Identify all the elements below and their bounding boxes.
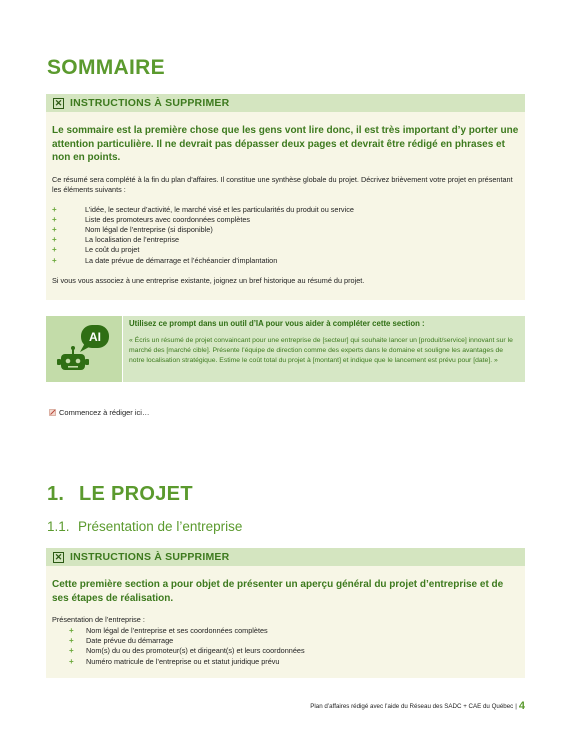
plus-bullet-icon: + bbox=[52, 224, 57, 234]
plus-bullet-icon: + bbox=[52, 204, 57, 214]
projet-lead-text: Cette première section a pour objet de présenter un aperçu général du projet d’entreprise et de ses étapes de réalisation. bbox=[52, 579, 504, 604]
projet-instructions-panel bbox=[46, 566, 525, 678]
sommaire-bullet-list bbox=[52, 205, 519, 266]
projet-heading-number: 1. bbox=[47, 483, 65, 505]
projet-intro-text: Présentation de l’entreprise : bbox=[52, 615, 145, 624]
plus-bullet-icon: + bbox=[69, 626, 74, 635]
list-item: + Date prévue du démarrage bbox=[69, 636, 174, 646]
list-item: + Nom légal de l’entreprise et ses coordonnées complètes bbox=[69, 626, 268, 635]
list-item: + Nom(s) du ou des promoteur(s) et dirigeant(s) et leurs coordonnées bbox=[69, 646, 305, 656]
list-item: + La date prévue de démarrage et l’échéancier d’implantation bbox=[52, 255, 278, 265]
ai-prompt-title: Utilisez ce prompt dans un outil d’IA pour vous aider à compléter cette section : bbox=[129, 319, 425, 328]
plus-bullet-icon: + bbox=[69, 636, 74, 646]
start-writing-placeholder[interactable] bbox=[49, 408, 149, 417]
subheading-number: 1.1. bbox=[47, 519, 70, 534]
list-item: + Numéro matricule de l’entreprise ou et statut juridique prévu bbox=[69, 656, 280, 666]
list-item: + L’idée, le secteur d’activité, le marché visé et les particularités du produit ou service bbox=[52, 204, 354, 214]
list-item: + Le coût du projet bbox=[52, 245, 140, 255]
plus-bullet-icon: + bbox=[52, 214, 57, 224]
footer-text: Plan d’affaires rédigé avec l’aide du Réseau des SADC + CAE du Québec bbox=[310, 702, 514, 710]
close-box-icon[interactable]: ✕ bbox=[54, 97, 63, 108]
list-item: + Nom légal de l’entreprise (si disponible) bbox=[52, 224, 213, 234]
page-number: 4 bbox=[518, 700, 525, 712]
instructions-bar bbox=[46, 94, 525, 112]
robot-ai-icon bbox=[46, 316, 122, 382]
projet-bullet-list bbox=[52, 626, 519, 667]
start-writing-text: Commencez à rédiger ici… bbox=[59, 408, 150, 417]
footer-separator: | bbox=[515, 702, 517, 710]
sommaire-intro-text: Ce résumé sera complété à la fin du plan d’affaires. Il constitue une synthèse globale du projet. Décrivez brièvement votre projet en présentant les éléments suivants : bbox=[52, 174, 513, 194]
ai-badge-text: AI bbox=[89, 330, 101, 344]
plus-bullet-icon: + bbox=[69, 646, 74, 656]
projet-heading bbox=[47, 483, 193, 506]
sommaire-lead-text: Le sommaire est la première chose que les gens vont lire donc, il est très important d’y porter une attention particulière. Il ne devrait pas dépasser deux pages et devrait être rédigé en phrases et non en points. bbox=[52, 125, 519, 163]
sommaire-instructions-panel bbox=[46, 112, 525, 300]
plus-bullet-icon: + bbox=[52, 235, 57, 245]
close-box-icon[interactable]: ✕ bbox=[54, 551, 63, 562]
instructions-label: INSTRUCTIONS À SUPPRIMER bbox=[70, 551, 230, 563]
entreprise-subheading bbox=[47, 519, 242, 534]
ai-prompt-body[interactable]: « Écris un résumé de projet convaincant pour une entreprise de [secteur] qui souhaite lancer un [produit/service] innovant sur le marché des [marché cible]. Présente l’équipe de direction comme des experts dans le domaine et souligne les avantages de notre localisation stratégique. Estime le coût total du projet à [montant] et indique que le lancement est prévu pour [date]. » bbox=[129, 337, 513, 364]
ai-icon-panel bbox=[46, 316, 122, 382]
plus-bullet-icon: + bbox=[52, 245, 57, 255]
sommaire-outro-text: Si vous vous associez à une entreprise existante, joignez un bref historique au résumé du projet. bbox=[52, 275, 365, 285]
sommaire-heading: SOMMAIRE bbox=[47, 56, 165, 79]
pencil-icon bbox=[49, 409, 57, 416]
instructions-label: INSTRUCTIONS À SUPPRIMER bbox=[70, 97, 230, 109]
list-item: + La localisation de l’entreprise bbox=[52, 235, 180, 245]
list-item: + Liste des promoteurs avec coordonnées complètes bbox=[52, 214, 251, 224]
subheading-text: Présentation de l’entreprise bbox=[78, 519, 243, 534]
instructions-bar bbox=[46, 548, 525, 566]
plus-bullet-icon: + bbox=[69, 656, 74, 666]
plus-bullet-icon: + bbox=[52, 255, 57, 265]
page-footer bbox=[310, 700, 525, 712]
ai-prompt-box bbox=[46, 316, 525, 382]
ai-prompt-text-panel bbox=[123, 316, 525, 382]
projet-heading-text: LE PROJET bbox=[79, 483, 193, 505]
